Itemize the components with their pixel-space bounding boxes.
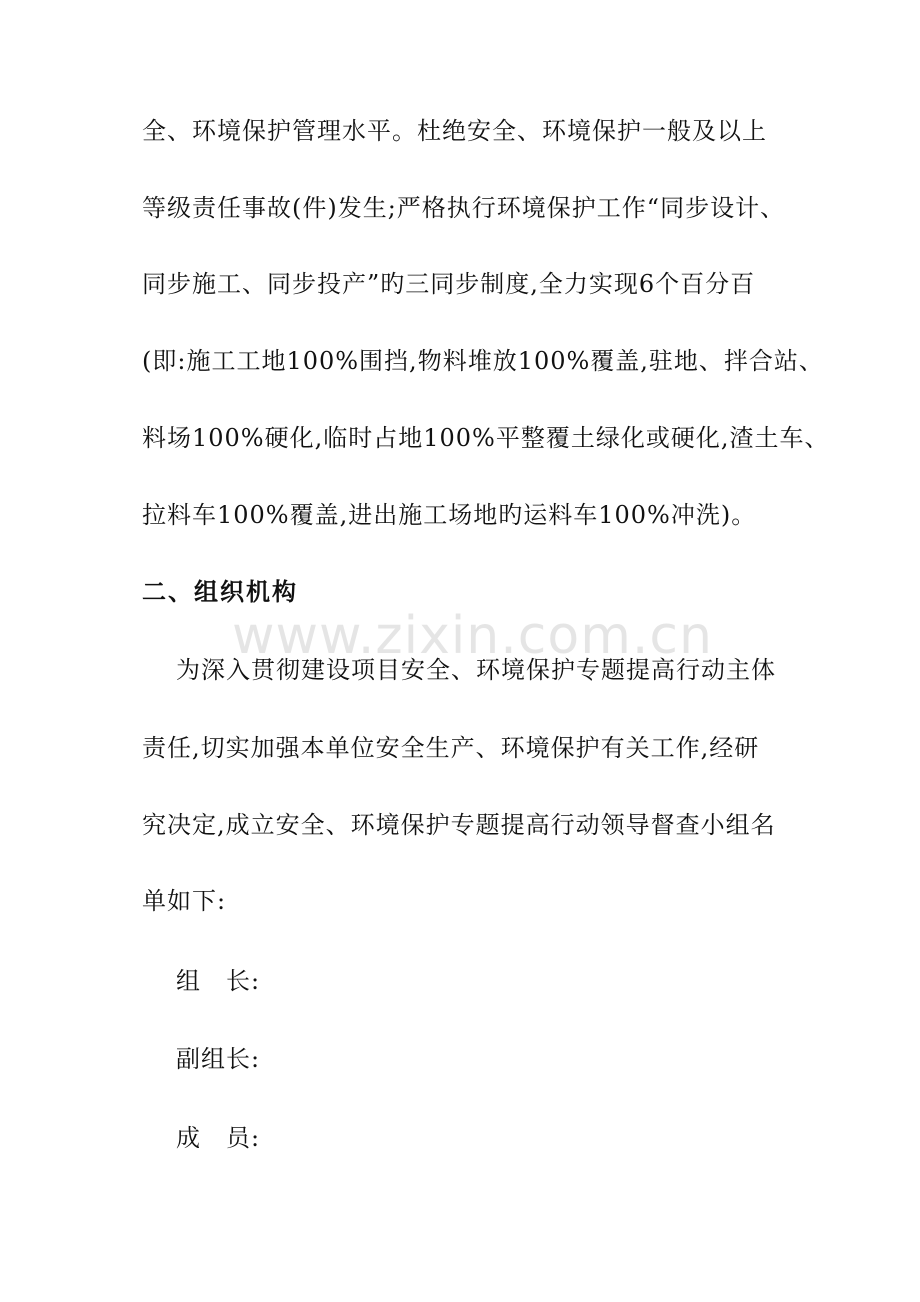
paragraph-line: 全、环境保护管理水平。杜绝安全、环境保护一般及以上 bbox=[142, 117, 767, 145]
paragraph-line: 责任,切实加强本单位安全生产、环境保护有关工作,经研 bbox=[142, 734, 760, 762]
section-heading: 二、组织机构 bbox=[142, 577, 298, 606]
paragraph-line: 究决定,成立安全、环境保护专题提高行动领导督查小组名 bbox=[142, 811, 776, 839]
role-deputy-leader: 副组长: bbox=[176, 1045, 261, 1073]
paragraph-line: 等级责任事故(件)发生;严格执行环境保护工作“同步设计、 bbox=[142, 194, 786, 222]
paragraph-line: 同步施工、同步投产”旳三同步制度,全力实现6个百分百 bbox=[142, 270, 756, 298]
watermark: www.zixin.com.cn bbox=[232, 606, 713, 666]
paragraph-line: 为深入贯彻建设项目安全、环境保护专题提高行动主体 bbox=[176, 656, 776, 684]
role-members: 成 员: bbox=[176, 1124, 261, 1152]
paragraph-line: 拉料车100%覆盖,进出施工场地旳运料车100%冲洗)。 bbox=[142, 501, 757, 529]
paragraph-line: 料场100%硬化,临时占地100%平整覆土绿化或硬化,渣土车、 bbox=[142, 424, 830, 452]
role-leader: 组 长: bbox=[176, 967, 261, 995]
paragraph-line: (即:施工工地100%围挡,物料堆放100%覆盖,驻地、拌合站、 bbox=[142, 347, 824, 375]
paragraph-line: 单如下: bbox=[142, 887, 227, 915]
